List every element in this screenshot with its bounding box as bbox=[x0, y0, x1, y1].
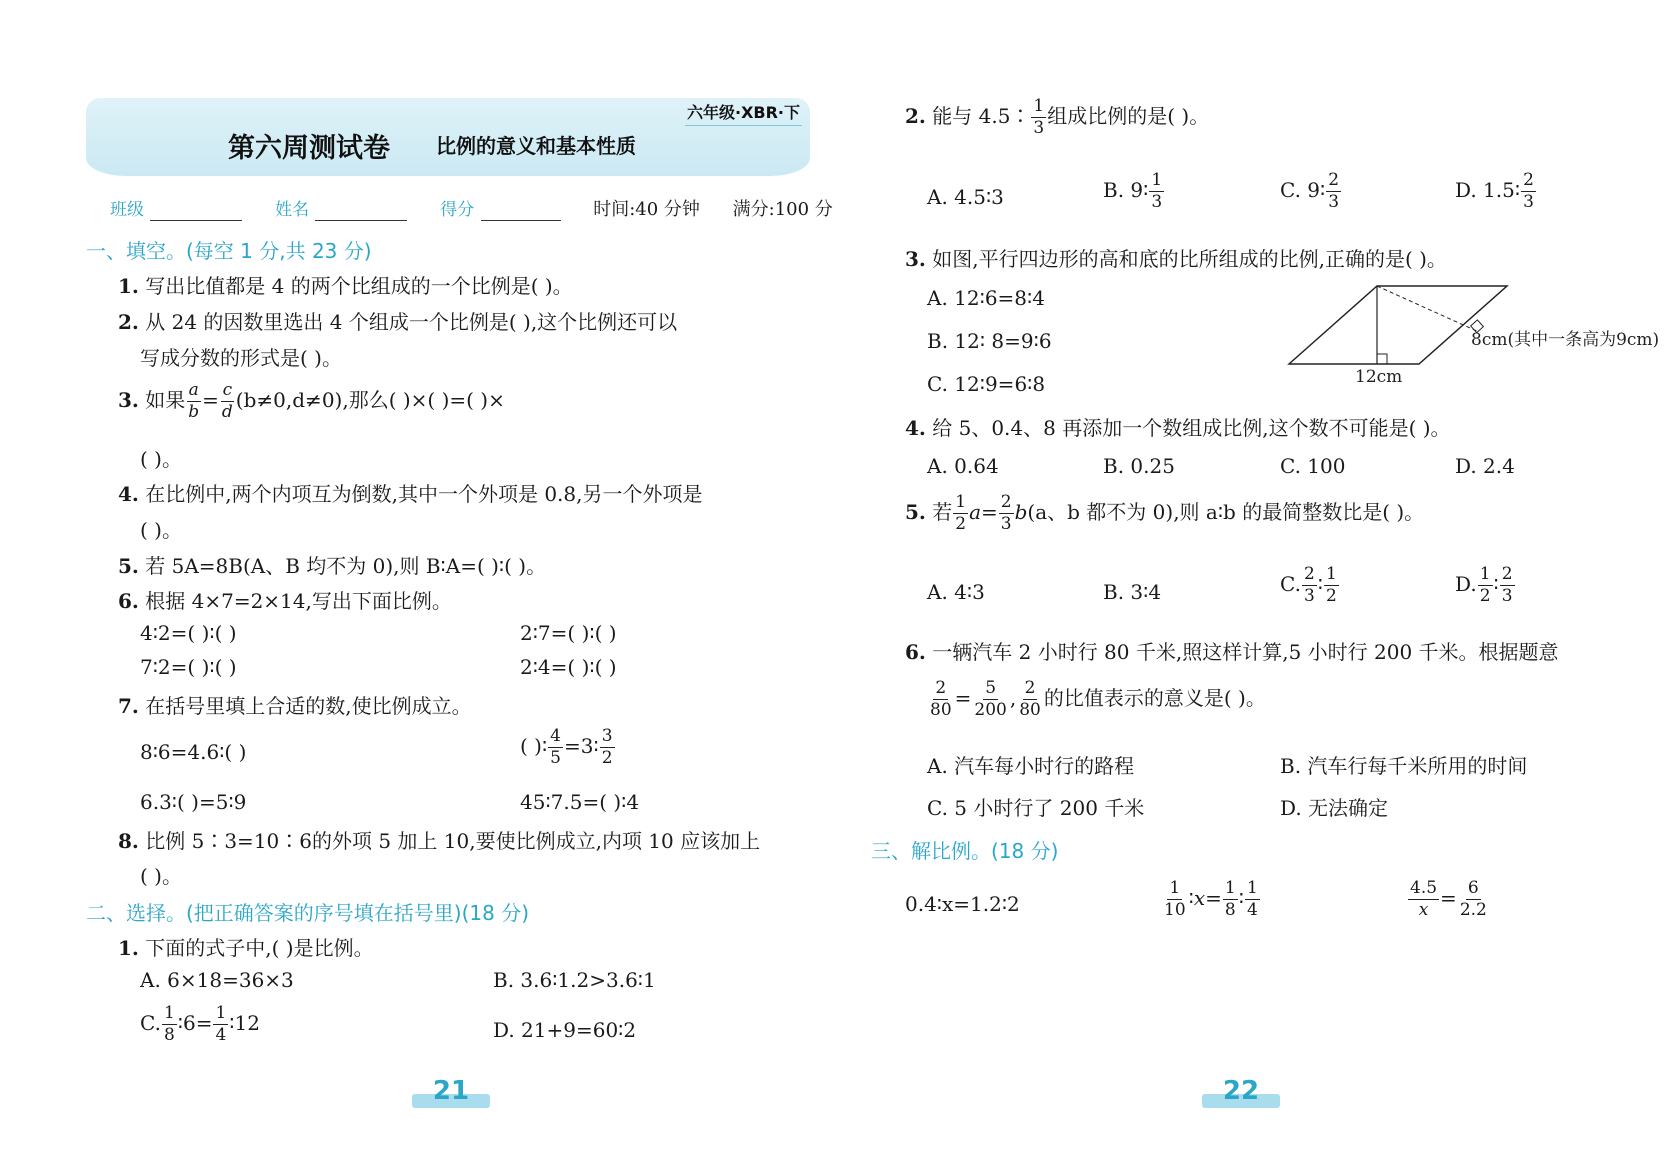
section2-title: 二、选择。(把正确答案的序号填在括号里)(18 分) bbox=[86, 901, 530, 925]
s1-q6-item-1: 4∶2=( )∶( ) bbox=[140, 621, 237, 645]
s1-q2: 2. 从 24 的因数里选出 4 个组成一个比例是( ),这个比例还可以 bbox=[118, 310, 678, 334]
s1-q4: 4. 在比例中,两个内项互为倒数,其中一个外项是 0.8,另一个外项是 bbox=[118, 482, 703, 506]
s2-q6-option-d: D. 无法确定 bbox=[1280, 796, 1389, 820]
page-subtitle: 比例的意义和基本性质 bbox=[436, 134, 636, 158]
s2-q6-b-post: 的比值表示的意义是( )。 bbox=[1043, 686, 1266, 710]
frac-1-2-opt: $\frac{1}{2}$ bbox=[1326, 564, 1337, 606]
right-page bbox=[839, 0, 1678, 1162]
s2-q1-option-a: A. 6×18=36×3 bbox=[140, 968, 294, 992]
s2-q6-option-a: A. 汽车每小时行的路程 bbox=[927, 754, 1135, 778]
frac-1-4-e: $\frac{1}{4}$ bbox=[1246, 878, 1258, 920]
frac-2-3-d: $\frac{2}{3}$ bbox=[1523, 170, 1534, 212]
s3-equation-1: 0.4∶x=1.2∶2 bbox=[905, 892, 1020, 916]
frac-1-3: $\frac{1}{3}$ bbox=[1033, 96, 1045, 138]
s3-equation-2: $\frac{1}{10}$ ∶x= $\frac{1}{8}$ ∶ $\frac{1}{4}$ bbox=[1164, 878, 1258, 920]
s1-q4-text: 在比例中,两个内项互为倒数,其中一个外项是 0.8,另一个外项是 bbox=[145, 482, 703, 506]
s2-q6-b: $\frac{2}{80}$ = $\frac{5}{200}$ , $\frac{2}{80}$ 的比值表示的意义是( )。 bbox=[930, 678, 1266, 720]
frac-4-5: $\frac{4}{5}$ bbox=[550, 726, 561, 768]
s2-q5: 5. 若 $\frac{1}{2}$ a= $\frac{2}{3}$ b(a、b 都不为 0),则 a∶b 的最简整数比是( )。 bbox=[905, 492, 1425, 534]
s2-q6-option-c: C. 5 小时行了 200 千米 bbox=[927, 796, 1145, 820]
s2-q3-text: 如图,平行四边形的高和底的比所组成的比例,正确的是( )。 bbox=[932, 247, 1447, 271]
s1-q7-a: 8∶6=4.6∶( ) bbox=[140, 740, 247, 764]
s1-q3: 3. 如果 $\frac{a}{b}$ = $\frac{c}{d}$ (b≠0,d≠0),那么( )×( )=( )× bbox=[118, 380, 505, 422]
s1-q3-end: ( )。 bbox=[140, 447, 182, 471]
s1-q8-b: ( )。 bbox=[140, 864, 182, 888]
s1-q7: 7. 在括号里填上合适的数,使比例成立。 bbox=[118, 694, 472, 718]
base-label: 12cm bbox=[1355, 367, 1403, 386]
s2-q2-option-b bbox=[1103, 172, 1165, 211]
s2-q2-option-a: A. 4.5∶3 bbox=[927, 185, 1004, 209]
frac-2-3-c: $\frac{2}{3}$ bbox=[1328, 170, 1340, 212]
s1-q6-item-2: 2∶7=( )∶( ) bbox=[520, 621, 617, 645]
frac-6-22: $\frac{6}{2.2}$ bbox=[1459, 878, 1487, 920]
s1-q8: 8. 比例 5∶3=10∶6的外项 5 加上 10,要使比例成立,内项 10 应该加上 bbox=[118, 829, 761, 853]
s2-q5-d-label: D. bbox=[1455, 572, 1477, 596]
frac-5-200: $\frac{5}{200}$ bbox=[974, 678, 1007, 720]
s2-q1: 1. 下面的式子中,( )是比例。 bbox=[118, 936, 374, 960]
s1-q1: 1. 写出比值都是 4 的两个比组成的一个比例是( )。 bbox=[118, 274, 573, 298]
s1-q6: 6. 根据 4×7=2×14,写出下面比例。 bbox=[118, 589, 452, 613]
s1-q7-d: 45∶7.5=( )∶4 bbox=[520, 790, 640, 814]
s2-q4-text: 给 5、0.4、8 再添加一个数组成比例,这个数不可能是( )。 bbox=[932, 416, 1451, 440]
s1-q1-text: 写出比值都是 4 的两个比组成的一个比例是( )。 bbox=[145, 274, 573, 298]
s1-q7-text: 在括号里填上合适的数,使比例成立。 bbox=[145, 694, 472, 718]
score-field[interactable] bbox=[481, 202, 561, 221]
s2-q6-option-b: B. 汽车行每千米所用的时间 bbox=[1280, 754, 1528, 778]
header-banner bbox=[86, 98, 810, 176]
s2-q4-option-c: C. 100 bbox=[1280, 454, 1346, 478]
s2-q2: 2. 能与 4.5∶ $\frac{1}{3}$ 组成比例的是( )。 bbox=[905, 96, 1210, 138]
s1-q7-b-pre: ( )∶ bbox=[520, 734, 548, 758]
s1-q3-mid: ( bbox=[235, 388, 244, 412]
section1-title: 一、填空。(每空 1 分,共 23 分) bbox=[86, 239, 372, 263]
s2-q2-b-text: B. 9∶ bbox=[1103, 178, 1149, 202]
s2-q5-option-b: B. 3∶4 bbox=[1103, 580, 1162, 604]
frac-1-4: $\frac{1}{4}$ bbox=[215, 1003, 227, 1045]
section3-title: 三、解比例。(18 分) bbox=[871, 839, 1059, 863]
time-info: 时间:40 分钟 bbox=[593, 199, 700, 220]
s1-q3-cond: b≠0,d≠0),那么( )×( )=( )× bbox=[243, 388, 505, 412]
s2-q5-pre: 若 bbox=[932, 500, 953, 524]
s3-equation-3: $\frac{4.5}{x}$ = $\frac{6}{2.2}$ bbox=[1410, 878, 1487, 920]
parallelogram-shape bbox=[1289, 286, 1507, 364]
s2-q3: 3. 如图,平行四边形的高和底的比所组成的比例,正确的是( )。 bbox=[905, 247, 1447, 271]
s2-q4: 4. 给 5、0.4、8 再添加一个数组成比例,这个数不可能是( )。 bbox=[905, 416, 1451, 440]
s1-q7-b-post: =3∶ bbox=[564, 734, 599, 758]
right-angle-mark bbox=[1377, 354, 1387, 364]
s1-q5-text: 若 5A=8B(A、B 均不为 0),则 B∶A=( )∶( )。 bbox=[145, 554, 547, 578]
page-number-text: 22 bbox=[1222, 1076, 1260, 1106]
frac-a-b: $\frac{a}{b}$ bbox=[188, 380, 200, 422]
full-score-info: 满分:100 分 bbox=[732, 199, 833, 220]
s2-q1-option-c: C. $\frac{1}{8}$ ∶6= $\frac{1}{4}$ ∶12 bbox=[140, 1003, 260, 1045]
s2-q3-option-a: A. 12∶6=8∶4 bbox=[927, 286, 1045, 310]
frac-1-2-optd: $\frac{1}{2}$ bbox=[1479, 564, 1491, 606]
s1-q6-text: 根据 4×7=2×14,写出下面比例。 bbox=[145, 589, 452, 613]
s2-q5-post: (a、b 都不为 0),则 a∶b 的最简整数比是( )。 bbox=[1027, 500, 1425, 524]
s2-q2-option-c bbox=[1280, 172, 1342, 211]
s1-q7-b bbox=[520, 728, 616, 767]
s2-q1-option-b: B. 3.6∶1.2>3.6∶1 bbox=[493, 968, 656, 992]
s1-q7-c: 6.3∶( )=5∶9 bbox=[140, 790, 247, 814]
page-number-left bbox=[412, 1078, 490, 1108]
frac-2-3-opt: $\frac{2}{3}$ bbox=[1303, 564, 1315, 606]
side-label: 8cm(其中一条高为9cm) bbox=[1471, 330, 1660, 350]
s2-q5-c-label: C. bbox=[1280, 572, 1301, 596]
s2-q1-option-d: D. 21+9=60∶2 bbox=[493, 1018, 637, 1042]
s1-q4-b: ( )。 bbox=[140, 518, 182, 542]
frac-1-2: $\frac{1}{2}$ bbox=[955, 492, 967, 534]
frac-c-d: $\frac{c}{d}$ bbox=[221, 380, 233, 422]
s1-q3-pre: 如果 bbox=[145, 388, 186, 412]
s1-q8-text: 比例 5∶3=10∶6的外项 5 加上 10,要使比例成立,内项 10 应该加上 bbox=[145, 829, 761, 853]
s2-q2-pre: 能与 4.5∶ bbox=[932, 104, 1031, 128]
s1-q2-text-a: 从 24 的因数里选出 4 个组成一个比例是( ),这个比例还可以 bbox=[145, 310, 678, 334]
s2-q2-c-text: C. 9∶ bbox=[1280, 178, 1326, 202]
frac-1-8-e: $\frac{1}{8}$ bbox=[1224, 878, 1236, 920]
s2-q5-option-a: A. 4∶3 bbox=[927, 580, 985, 604]
page-number-text: 21 bbox=[432, 1076, 470, 1106]
grade-tag: 六年级·XBR·下 bbox=[685, 100, 802, 126]
class-field[interactable] bbox=[150, 202, 242, 221]
score-label: 得分 bbox=[440, 200, 475, 220]
s2-q1-text: 下面的式子中,( )是比例。 bbox=[145, 936, 374, 960]
s1-q5: 5. 若 5A=8B(A、B 均不为 0),则 B∶A=( )∶( )。 bbox=[118, 554, 547, 578]
name-label: 姓名 bbox=[275, 200, 310, 220]
s2-q4-option-a: A. 0.64 bbox=[927, 454, 999, 478]
s2-q2-d-text: D. 1.5∶ bbox=[1455, 178, 1521, 202]
page-number-right bbox=[1202, 1078, 1280, 1108]
page-title: 第六周测试卷 bbox=[228, 133, 390, 164]
s2-q3-option-c: C. 12∶9=6∶8 bbox=[927, 372, 1046, 396]
s1-q2-b: 写成分数的形式是( )。 bbox=[140, 346, 342, 370]
frac-1-8: $\frac{1}{8}$ bbox=[163, 1003, 175, 1045]
parallelogram-figure bbox=[1249, 276, 1669, 386]
frac-2-3-optd: $\frac{2}{3}$ bbox=[1501, 564, 1513, 606]
s2-q5-option-d: D. $\frac{1}{2}$ ∶ $\frac{2}{3}$ bbox=[1455, 564, 1513, 606]
s2-q3-option-b: B. 12∶ 8=9∶6 bbox=[927, 329, 1052, 353]
s1-q6-item-3: 7∶2=( )∶( ) bbox=[140, 655, 237, 679]
s2-q4-option-b: B. 0.25 bbox=[1103, 454, 1175, 478]
s2-q5-option-c: C. $\frac{2}{3}$ ∶ $\frac{1}{2}$ bbox=[1280, 564, 1337, 606]
s1-q6-item-4: 2∶4=( )∶( ) bbox=[520, 655, 617, 679]
info-row bbox=[110, 195, 833, 221]
frac-2-80-b: $\frac{2}{80}$ bbox=[1019, 678, 1041, 720]
frac-1-10: $\frac{1}{10}$ bbox=[1164, 878, 1186, 920]
frac-45-x: $\frac{4.5}{x}$ bbox=[1410, 878, 1438, 920]
frac-3-2: $\frac{3}{2}$ bbox=[601, 726, 613, 768]
frac-2-3: $\frac{2}{3}$ bbox=[1000, 492, 1012, 534]
frac-2-80: $\frac{2}{80}$ bbox=[930, 678, 952, 720]
frac-1-3-b: $\frac{1}{3}$ bbox=[1151, 170, 1163, 212]
name-field[interactable] bbox=[315, 202, 407, 221]
s2-q1-c-pre: C. bbox=[140, 1011, 161, 1035]
s2-q6: 6. 一辆汽车 2 小时行 80 千米,照这样计算,5 小时行 200 千米。根据题意 bbox=[905, 640, 1559, 664]
s2-q2-post: 组成比例的是( )。 bbox=[1047, 104, 1210, 128]
class-label: 班级 bbox=[110, 200, 144, 220]
s2-q4-option-d: D. 2.4 bbox=[1455, 454, 1515, 478]
s2-q2-option-d bbox=[1455, 172, 1537, 211]
s2-q6-text: 一辆汽车 2 小时行 80 千米,照这样计算,5 小时行 200 千米。根据题意 bbox=[932, 640, 1559, 664]
